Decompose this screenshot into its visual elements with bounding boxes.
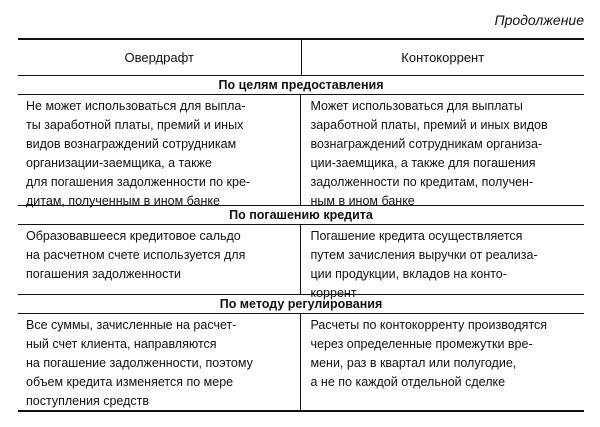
overdraft-cell: Образовавшееся кредитовое сальдо на расчетном счете используется для погашения задолженности [26,229,246,281]
table-row [18,95,584,208]
section-title-purpose: По целям предоставления [218,78,384,92]
column-header-overdraft: Овердрафт [124,50,194,65]
contocorrent-cell: Может использоваться для выплаты заработной платы, премий и иных видов вознаграждений сотрудникам организа- ции-заемщика, а также для погашения задолженности по кредитам, получен- ным в ином банке [300,95,585,205]
table-row [18,225,584,300]
section-title-repayment: По погашению кредита [229,208,373,222]
comparison-table [18,38,584,412]
overdraft-cell: Не может использоваться для выпла- ты заработной платы, премий и иных видов вознаграждений сотрудникам организации-заемщика, а также для погашения задолженности по кре- дитам, полученным в ином банке [26,99,251,208]
contocorrent-cell: Погашение кредита осуществляется путем зачисления выручки от реализа- ции продукции, вкладов на конто- коррент [300,225,585,294]
table-header [18,40,584,75]
column-header-contocorrent: Контокоррент [301,40,585,75]
overdraft-cell: Все суммы, зачисленные на расчет- ный счет клиента, направляются на погашение задолженности, поэтому объем кредита изменяется по мере поступления средств [26,318,253,408]
section-title-regulation: По методу регулирования [219,297,383,311]
table-row [18,314,584,410]
continuation-label: Продолжение [494,12,584,28]
contocorrent-cell: Расчеты по контокорренту производятся через определенные промежутки вре- мени, раз в квартал или полугодие, а не по каждой отдельной сделке [300,314,585,410]
